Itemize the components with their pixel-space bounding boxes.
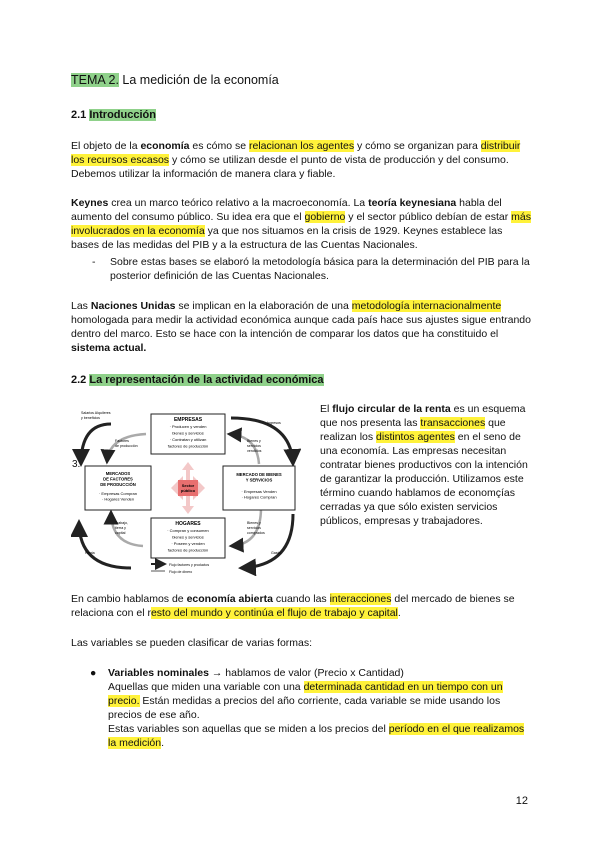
section-heading-representacion (71, 373, 324, 387)
bullet-dot: ● (90, 667, 97, 679)
text-run: En cambio hablamos de (71, 593, 187, 605)
text-run: gobierno (304, 211, 346, 223)
text-run: Están medidas a precios del año corriente, cada variable se mide usando los precios de ese año. (108, 695, 501, 721)
paragraph-economia-abierta (71, 592, 531, 620)
text-run: sistema actual. (71, 342, 147, 354)
diagram-text: Bienes y (247, 521, 261, 525)
diagram-text: vendidos (247, 449, 262, 453)
diagram-text: servicios (247, 444, 261, 448)
text-run: del mercado de bienes se relaciona con el r (71, 593, 515, 619)
diagram-text: de producción (115, 444, 138, 448)
text-run: habla del aumento del consumo público. Su idea era que el (71, 197, 502, 223)
dash-marker: - (92, 256, 96, 268)
hogares-lines (167, 528, 209, 553)
text-run: . (161, 737, 165, 749)
paragraph-objeto-economia (71, 139, 531, 181)
empresas-lines (168, 424, 208, 449)
text-run: . (397, 607, 401, 619)
bullet-line-period (108, 722, 530, 750)
text-run: Las (71, 300, 91, 312)
text-run: se implican en la elaboración de una (175, 300, 352, 312)
section-label: La representación de la actividad económica (89, 374, 324, 386)
text-run: interacciones (329, 593, 392, 605)
paragraph-keynes (71, 196, 531, 252)
diagram-text: · Empresas Compran (98, 491, 138, 496)
diagram-text: MERCADOS (105, 471, 131, 476)
text-run: en el seno de una economía. Las empresas necesitan contratar bienes productivos con la intención de garantizar la producción. Utilizamos este término cuando hablamos de economçías cerradas ya que sólo existen servicios públicos, empresas y trabajadores. (320, 431, 528, 527)
section-number: 2.2 (71, 374, 90, 386)
diagram-text: Factores (115, 439, 129, 443)
diagram-text: Sector (181, 483, 195, 488)
diagram-text: Bienes y (247, 439, 261, 443)
diagram-text: MERCADO DE BIENES (236, 472, 282, 477)
legend-text-2: Flujo de dinero (169, 570, 193, 574)
list-item-bases-pib (92, 255, 532, 283)
diagram-text: Salarios Alquileres (81, 411, 111, 415)
list-item-variables-nominales (90, 666, 530, 750)
diagram-text: factores de producción (167, 443, 209, 449)
text-run: período en el que realizamos la medición (108, 723, 525, 749)
text-run: crea un marco teórico relativo a la macroeconomía. La (108, 197, 369, 209)
diagram-text: · Empresas Venden (241, 489, 277, 494)
sector-publico-label (181, 483, 196, 493)
section-heading-introduccion (71, 108, 156, 122)
hogares-title: HOGARES (175, 521, 201, 527)
text-run: esto del mundo y continúa el flujo de trabajo y capital (150, 607, 398, 619)
diagram-text: · Producen y venden (169, 424, 207, 429)
page-number: 12 (515, 795, 528, 807)
text-run: distintos agentes (376, 431, 455, 443)
title-rest: La medición de la economía (118, 73, 279, 87)
text-run: transacciones (420, 417, 486, 429)
empresas-title: EMPRESAS (173, 417, 203, 423)
text-run: es un esquema que nos presenta las (320, 403, 526, 429)
section-number: 2.1 (71, 109, 90, 121)
bullet-heading (108, 666, 530, 680)
paragraph-clasificacion (71, 636, 531, 650)
diagram-text: DE FACTORES (103, 476, 133, 482)
diagram-text: comprados (247, 531, 265, 535)
text-run: Estas variables son aquellas que se miden a los precios del (108, 723, 389, 735)
diagram-text: capital (115, 531, 126, 535)
text-run: relacionan los agentes (249, 140, 355, 152)
page-title (71, 72, 279, 88)
diagram-text: Trabajo, (115, 521, 129, 525)
title-tema: TEMA 2. (71, 73, 119, 87)
diagram-text: bienes y servicios (172, 534, 204, 540)
diagram-side-mark: 3. (72, 459, 81, 470)
diagram-text: público (180, 488, 196, 493)
diagram-text: y beneficios (81, 416, 100, 420)
diagram-text: · Poseen y venden (171, 541, 205, 546)
text-run: distribuir los recursos escasos (71, 140, 521, 166)
text-run: Naciones Unidas (90, 300, 176, 312)
list-item-text: Sobre estas bases se elaboró la metodología básica para la determinación del PIB para la posterior definición de las Cuentas Nacionales. (110, 256, 530, 282)
diagram-text: Ingresos (267, 421, 281, 425)
text-run: y cómo se utilizan desde el punto de vista de producción y del consumo. Debemos utilizar la información de manera clara y fiable. (71, 154, 509, 180)
text-run: → hablamos de valor (Precio x Cantidad) (208, 667, 404, 679)
diagram-text: Gasto (271, 551, 281, 555)
circular-flow-diagram (71, 404, 301, 576)
text-run: teoría keynesiana (368, 197, 457, 209)
text-run: Las variables se pueden clasificar de varias formas: (71, 637, 313, 649)
section-label: Introducción (89, 109, 156, 121)
diagram-text: tierra y (115, 526, 126, 530)
text-run: ya que nos situamos en la crisis de 1929. Keynes establece las bases de las medidas del PIB y a la estructura de las Cuentas Nacionales. (71, 225, 503, 251)
text-run: economía abierta (186, 593, 273, 605)
paragraph-naciones-unidas (71, 299, 531, 355)
text-run: El objeto de la (71, 140, 141, 152)
diagram-text: Y SERVICIOS (245, 477, 273, 483)
diagram-text: Renta (85, 551, 95, 555)
text-run: que realizan los (320, 417, 506, 443)
text-run: es cómo se (189, 140, 250, 152)
diagram-text: servicios (247, 526, 261, 530)
money-flow-arrow-top-right (231, 418, 293, 464)
text-run: metodología internacionalmente (351, 300, 502, 312)
text-run: homologada para medir la actividad económica aunque cada país hace sus ajustes sigue entrando dentro del marco. Esto se hace con la intención de comparar los datos que ha constituido el (71, 314, 531, 340)
text-run: Keynes (71, 197, 109, 209)
diagram-text: · Hogares Compran (241, 494, 277, 500)
text-run: y cómo se organizan para (354, 140, 481, 152)
legend-text-1: Flujo factores y productos (169, 563, 210, 567)
diagram-text: factores de producción (167, 547, 209, 553)
text-run: Aquellas que miden una variable con una (108, 681, 304, 693)
paragraph-flujo-circular (320, 402, 532, 528)
diagram-text: · Compran y consumen (167, 528, 209, 533)
text-run: cuando las (272, 593, 330, 605)
diagram-text: · Contratan y utilizan (169, 437, 207, 442)
text-run: determinada cantidad en un tiempo con un precio. (108, 681, 503, 707)
text-run: Variables nominales (108, 667, 209, 679)
text-run: El (320, 403, 333, 415)
text-run: flujo circular de la renta (332, 403, 451, 415)
diagram-text: DE PRODUCCIÓN (100, 482, 136, 487)
diagram-text: · Hogares Venden (101, 496, 135, 502)
bullet-line-definition (108, 680, 530, 722)
text-run: economía (140, 140, 190, 152)
mercado-factores-text (99, 471, 137, 502)
diagram-text: bienes y servicios (172, 430, 204, 436)
text-run: más involucrados en la economía (71, 211, 531, 237)
text-run: y el sector público debían de estar (345, 211, 512, 223)
